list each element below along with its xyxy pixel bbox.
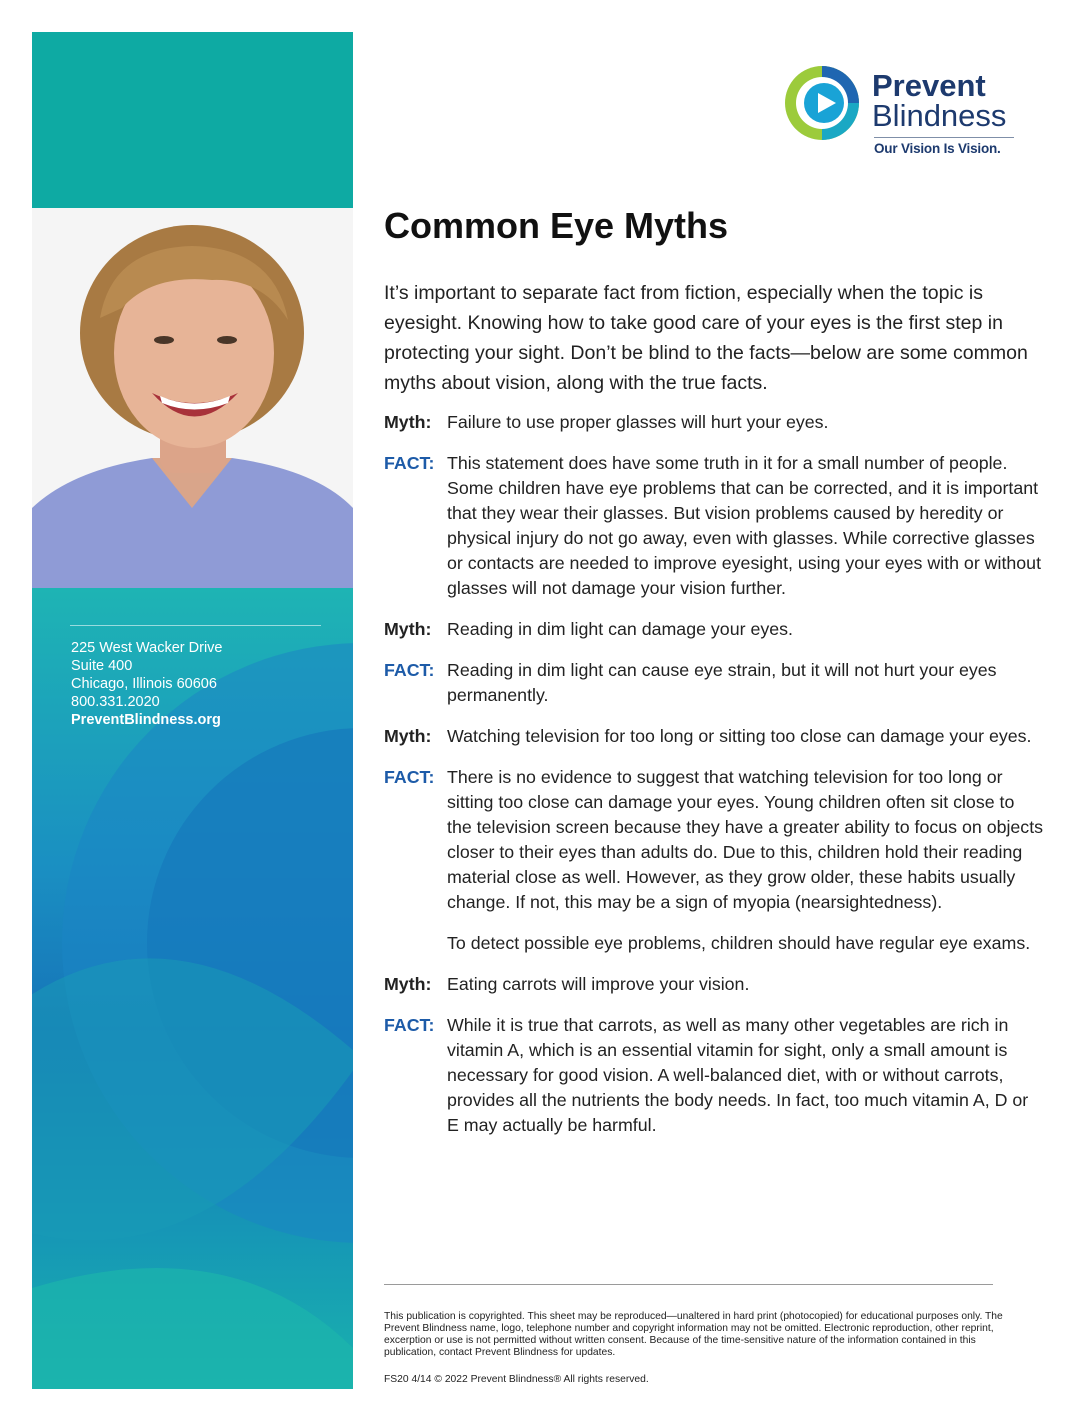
- sidebar-contact-panel: [32, 588, 353, 1389]
- copyright-notice: This publication is copyrighted. This sheet may be reproduced—unaltered in hard print (photocopied) for educational purposes only. The Prevent Blindness name, logo, telephone number and copyright information may not be omitted. Electronic reproduction, other reprint, excerption or use is not permitted without written consent. Because of the time-sensitive nature of the information contained in this publication, contact Prevent Blindness for updates.: [384, 1311, 1003, 1358]
- myth-text: Failure to use proper glasses will hurt your eyes.: [447, 412, 829, 432]
- fact-text: Reading in dim light can cause eye strain, but it will not hurt your eyes permanently.: [447, 660, 997, 705]
- list-item: [384, 1013, 1044, 1138]
- logo-wordmark: [872, 68, 1007, 133]
- logo-word-prevent: Prevent: [872, 68, 986, 103]
- list-item: [384, 410, 1044, 435]
- address-city: Chicago, Illinois 60606: [71, 676, 217, 692]
- contact-address: [71, 639, 223, 729]
- sidebar-divider: [70, 625, 321, 626]
- address-suite: Suite 400: [71, 658, 133, 674]
- address-street: 225 West Wacker Drive: [71, 640, 223, 656]
- list-item: [384, 972, 1044, 997]
- list-item: [384, 765, 1044, 956]
- page-title: Common Eye Myths: [384, 205, 729, 246]
- website-link[interactable]: PreventBlindness.org: [71, 712, 221, 728]
- myth-label: Myth:: [384, 412, 432, 432]
- logo-divider: [874, 137, 1014, 138]
- list-item: [384, 617, 1044, 642]
- myth-label: Myth:: [384, 619, 432, 639]
- logo-tagline: Our Vision Is Vision.: [874, 141, 1001, 156]
- myth-fact-list: [384, 410, 1044, 1154]
- myth-label: Myth:: [384, 974, 432, 994]
- myth-text: Eating carrots will improve your vision.: [447, 974, 750, 994]
- fact-text: This statement does have some truth in it for a small number of people. Some children have eye problems that can be corrected, and it is important that they wear their glasses. But vision problems caused by heredity or physical injury do not go away, even with glasses. While corrective glasses or contacts are needed to improve eyesight, using your eyes with or without glasses will not damage your vision further.: [447, 453, 1042, 598]
- myth-label: Myth:: [384, 726, 432, 746]
- sidebar-color-block: [32, 32, 353, 208]
- portrait-illustration: [32, 208, 353, 588]
- fact-label: FACT:: [384, 453, 435, 473]
- fact-label: FACT:: [384, 1015, 435, 1035]
- fact-text: To detect possible eye problems, children should have regular eye exams.: [447, 933, 1031, 953]
- intro-paragraph: It’s important to separate fact from fiction, especially when the topic is eyesight. Knowing how to take good care of your eyes is the first step in protecting your sight. Don’t be blind to the facts—below are some common myths about vision, along with the true facts.: [384, 282, 1028, 394]
- fact-text: While it is true that carrots, as well as many other vegetables are rich in vitamin A, which is an essential vitamin for sight, only a small amount is necessary for good vision. A well-balanced diet, with or without carrots, provides all the nutrients the body needs. In fact, too much vitamin A, D or E may actually be harmful.: [447, 1015, 1029, 1135]
- footer-divider: [384, 1284, 993, 1285]
- fact-text: There is no evidence to suggest that watching television for too long or sitting too close can damage your eyes. Young children often sit close to the television screen because they have a greater ability to focus on objects closer to their eyes than adults do. Due to this, children hold their reading material close as well. However, as they grow older, these habits usually change. If not, this may be a sign of myopia (nearsightedness).: [447, 767, 1044, 912]
- myth-text: Reading in dim light can damage your eyes.: [447, 619, 793, 639]
- sidebar: [32, 32, 353, 1389]
- phone-number: 800.331.2020: [71, 694, 160, 710]
- fact-label: FACT:: [384, 767, 435, 787]
- eye-logo-icon: [782, 63, 862, 143]
- fact-label: FACT:: [384, 660, 435, 680]
- list-item: [384, 658, 1044, 708]
- woman-portrait-photo: [32, 208, 353, 588]
- list-item: [384, 724, 1044, 749]
- publication-code: FS20 4/14 © 2022 Prevent Blindness® All rights reserved.: [384, 1374, 649, 1385]
- logo-word-blindness: Blindness: [872, 98, 1007, 133]
- list-item: [384, 451, 1044, 601]
- prevent-blindness-logo: [782, 63, 1022, 163]
- myth-text: Watching television for too long or sitting too close can damage your eyes.: [447, 726, 1032, 746]
